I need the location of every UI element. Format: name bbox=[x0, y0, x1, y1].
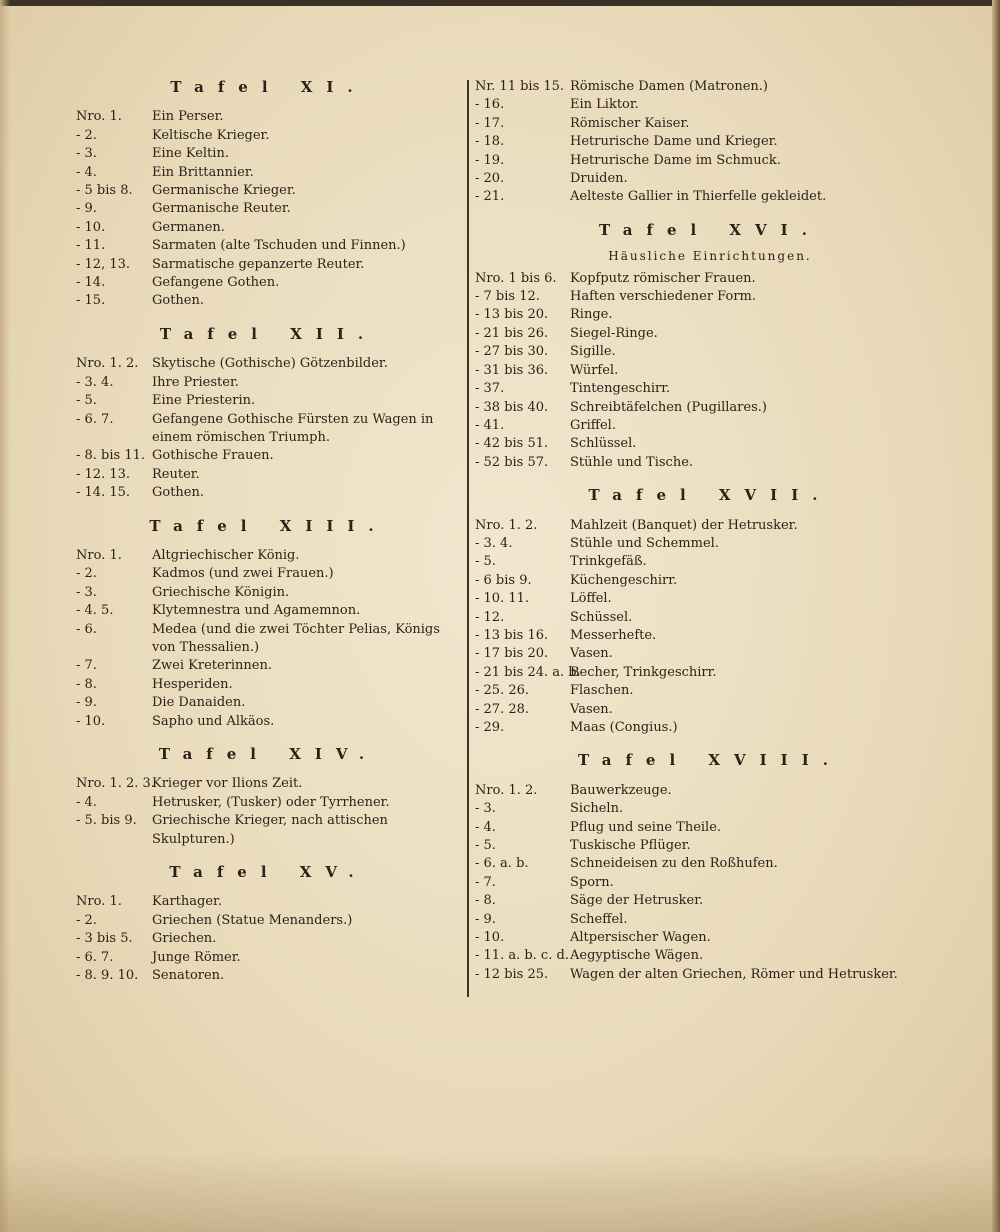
list-item bbox=[475, 306, 945, 324]
entry-number: - 5. bbox=[475, 838, 496, 854]
entry-number: - 13 bis 20. bbox=[475, 307, 549, 323]
entry-number: - 8. bbox=[475, 893, 496, 909]
entry-text: Tuskische Pflüger. bbox=[570, 838, 691, 854]
list-item bbox=[76, 237, 461, 255]
entry-text: Hetrurische Dame und Krieger. bbox=[570, 134, 778, 150]
entry-text: Zwei Kreterinnen. bbox=[152, 658, 272, 674]
entry-text: Hetrusker, (Tusker) oder Tyrrhener. bbox=[152, 794, 390, 810]
entry-text: Tintengeschirr. bbox=[570, 381, 671, 397]
entry-number: - 21 bis 26. bbox=[475, 325, 549, 341]
entry-number: - 13 bis 16. bbox=[475, 627, 549, 643]
list-item bbox=[475, 170, 945, 188]
entry-number: - 8. 9. 10. bbox=[76, 968, 139, 984]
list-item bbox=[76, 812, 461, 849]
entry-text: Kopfputz römischer Frauen. bbox=[570, 270, 756, 286]
list-item bbox=[76, 694, 461, 712]
entry-number: - 11. a. b. c. d. bbox=[475, 948, 569, 964]
entry-number: - 3. 4. bbox=[475, 535, 513, 551]
entry-text: Klytemnestra und Agamemnon. bbox=[152, 603, 361, 619]
entry-text: Medea (und die zwei Töchter Pelias, Königs von Thessalien.) bbox=[152, 621, 440, 655]
entry-text: Junge Römer. bbox=[152, 949, 241, 965]
column-divider bbox=[467, 80, 469, 997]
list-item bbox=[475, 966, 945, 984]
list-item bbox=[475, 417, 945, 435]
plate-heading: Tafel XI. bbox=[170, 78, 367, 96]
plate-heading: Tafel XV. bbox=[169, 863, 368, 882]
entry-number: - 2. bbox=[76, 127, 97, 143]
entry-text: Schüssel. bbox=[570, 609, 633, 625]
entry-text: Eine Priesterin. bbox=[152, 393, 256, 409]
list-item bbox=[76, 602, 461, 620]
list-item bbox=[475, 435, 945, 453]
entry-number: - 4. 5. bbox=[76, 603, 114, 619]
list-item bbox=[475, 819, 945, 837]
entry-number: - 4. bbox=[76, 164, 97, 180]
entry-text: Griffel. bbox=[570, 417, 616, 433]
entry-text: Eine Keltin. bbox=[152, 146, 229, 162]
entry-number: - 20. bbox=[475, 171, 505, 187]
entry-number: Nro. 1. bbox=[76, 894, 122, 910]
entry-number: - 2. bbox=[76, 566, 97, 582]
list-item bbox=[475, 535, 945, 553]
entry-text: Hesperiden. bbox=[152, 676, 233, 692]
entry-number: - 12, 13. bbox=[76, 256, 131, 272]
entry-number: - 4. bbox=[76, 794, 97, 810]
list-item bbox=[76, 466, 461, 484]
list-item bbox=[76, 547, 461, 565]
list-item bbox=[475, 682, 945, 700]
entry-number: - 7. bbox=[76, 658, 97, 674]
entry-text: Wagen der alten Griechen, Römer und Hetrusker. bbox=[570, 966, 898, 982]
entry-text: Skytische (Gothische) Götzenbilder. bbox=[152, 356, 388, 372]
list-item bbox=[475, 929, 945, 947]
entry-number: - 5 bis 8. bbox=[76, 183, 133, 199]
list-item bbox=[76, 930, 461, 948]
plate-heading: Tafel XVII. bbox=[588, 486, 832, 505]
page-left-edge bbox=[0, 0, 10, 1232]
entry-number: - 10. bbox=[76, 713, 106, 729]
entry-number: - 12. bbox=[475, 609, 505, 625]
list-item bbox=[76, 657, 461, 675]
entry-text: Stühle und Schemmel. bbox=[570, 535, 719, 551]
list-item bbox=[76, 676, 461, 694]
list-item bbox=[475, 782, 945, 800]
entry-text: Germanen. bbox=[152, 219, 225, 235]
list-item bbox=[475, 78, 945, 96]
list-item bbox=[475, 855, 945, 873]
list-item bbox=[76, 565, 461, 583]
entry-number: - 38 bis 40. bbox=[475, 399, 549, 415]
entry-number: - 3. bbox=[475, 801, 496, 817]
list-item bbox=[76, 274, 461, 292]
entry-number: - 17. bbox=[475, 115, 505, 131]
entry-number: - 41. bbox=[475, 417, 505, 433]
list-item bbox=[76, 392, 461, 410]
entry-text: Gefangene Gothen. bbox=[152, 275, 280, 291]
entry-text: Altpersischer Wagen. bbox=[570, 930, 711, 946]
list-item bbox=[76, 621, 461, 658]
list-item bbox=[475, 800, 945, 818]
list-item bbox=[475, 572, 945, 590]
entry-text: Schneideisen zu den Roßhufen. bbox=[570, 856, 778, 872]
entry-number: - 5. bbox=[76, 393, 97, 409]
entry-number: - 8. bbox=[76, 676, 97, 692]
entry-text: Schreibtäfelchen (Pugillares.) bbox=[570, 399, 767, 415]
entry-number: Nro. 1. 2. 3. bbox=[76, 776, 155, 792]
entry-number: - 7. bbox=[475, 874, 496, 890]
entry-text: Kadmos (und zwei Frauen.) bbox=[152, 566, 334, 582]
entry-text: Vasen. bbox=[570, 646, 613, 662]
entry-text: Altgriechischer König. bbox=[152, 547, 300, 563]
entry-number: - 21. bbox=[475, 189, 505, 205]
list-item bbox=[76, 967, 461, 985]
right-column bbox=[475, 78, 945, 984]
list-item bbox=[475, 188, 945, 206]
list-item bbox=[76, 713, 461, 731]
entry-text: Germanische Reuter. bbox=[152, 201, 291, 217]
entry-number: - 4. bbox=[475, 819, 496, 835]
list-item bbox=[475, 270, 945, 288]
entry-number: - 12. 13. bbox=[76, 466, 131, 482]
page-right-edge bbox=[992, 0, 1000, 1232]
entry-text: Druiden. bbox=[570, 171, 628, 187]
entry-number: - 14. bbox=[76, 275, 106, 291]
entry-number: - 5. bis 9. bbox=[76, 813, 137, 829]
entry-text: Flaschen. bbox=[570, 683, 634, 699]
entry-text: Sigille. bbox=[570, 344, 616, 360]
entry-text: Stühle und Tische. bbox=[570, 454, 694, 470]
entry-text: Sicheln. bbox=[570, 801, 624, 817]
list-item bbox=[76, 219, 461, 237]
entry-number: Nro. 1. 2. bbox=[475, 517, 538, 533]
entry-number: - 3 bis 5. bbox=[76, 931, 133, 947]
list-item bbox=[76, 108, 461, 126]
plate-heading: Tafel XII. bbox=[159, 324, 378, 343]
list-item bbox=[475, 399, 945, 417]
entry-text: Ringe. bbox=[570, 307, 613, 323]
entry-text: Keltische Krieger. bbox=[152, 127, 270, 143]
entry-text: Römischer Kaiser. bbox=[570, 115, 690, 131]
list-item bbox=[76, 145, 461, 163]
entry-text: Ihre Priester. bbox=[152, 374, 239, 390]
entry-text: Griechische Königin. bbox=[152, 584, 290, 600]
entry-number: - 19. bbox=[475, 152, 505, 168]
entry-number: Nro. 1. 2. bbox=[475, 782, 538, 798]
entry-number: - 21 bis 24. a. b. bbox=[475, 664, 581, 680]
entry-text: Griechen (Statue Menanders.) bbox=[152, 912, 353, 928]
entry-text: Ein Perser. bbox=[152, 109, 224, 125]
entry-text: Aelteste Gallier in Thierfelle gekleidet. bbox=[570, 189, 827, 205]
entry-text: Gothen. bbox=[152, 485, 205, 501]
list-item bbox=[475, 362, 945, 380]
list-item bbox=[475, 343, 945, 361]
entry-number: - 10. 11. bbox=[475, 591, 530, 607]
entry-text: Säge der Hetrusker. bbox=[570, 893, 704, 909]
list-item bbox=[76, 912, 461, 930]
entry-number: - 25. 26. bbox=[475, 683, 530, 699]
entry-text: Reuter. bbox=[152, 466, 200, 482]
entry-text: Griechen. bbox=[152, 931, 217, 947]
entry-text: Siegel-Ringe. bbox=[570, 325, 658, 341]
entry-text: Becher, Trinkgeschirr. bbox=[570, 664, 717, 680]
entry-number: - 9. bbox=[475, 911, 496, 927]
list-item bbox=[475, 911, 945, 929]
entry-number: - 52 bis 57. bbox=[475, 454, 549, 470]
entry-text: Trinkgefäß. bbox=[570, 554, 647, 570]
list-item bbox=[475, 133, 945, 151]
page-bottom-shade bbox=[0, 1152, 1000, 1232]
entry-number: Nro. 1. bbox=[76, 109, 122, 125]
list-item bbox=[475, 892, 945, 910]
list-item bbox=[475, 152, 945, 170]
entry-text: Senatoren. bbox=[152, 968, 225, 984]
entry-text: Würfel. bbox=[570, 362, 619, 378]
entry-text: Scheffel. bbox=[570, 911, 628, 927]
entry-number: - 16. bbox=[475, 97, 505, 113]
entry-text: Sarmatische gepanzerte Reuter. bbox=[152, 256, 365, 272]
entry-number: - 42 bis 51. bbox=[475, 436, 549, 452]
entry-text: Pflug und seine Theile. bbox=[570, 819, 722, 835]
entry-text: Messerhefte. bbox=[570, 627, 657, 643]
entry-text: Gefangene Gothische Fürsten zu Wagen in einem römischen Triumph. bbox=[152, 411, 434, 445]
entry-number: - 9. bbox=[76, 695, 97, 711]
entry-number: - 18. bbox=[475, 134, 505, 150]
list-item bbox=[475, 115, 945, 133]
entry-number: - 10. bbox=[475, 930, 505, 946]
entry-number: - 6. 7. bbox=[76, 411, 114, 427]
entry-text: Küchengeschirr. bbox=[570, 572, 678, 588]
entry-number: - 17 bis 20. bbox=[475, 646, 549, 662]
list-item bbox=[475, 96, 945, 114]
list-item bbox=[76, 127, 461, 145]
list-item bbox=[475, 627, 945, 645]
entry-text: Löffel. bbox=[570, 591, 612, 607]
entry-number: - 3. bbox=[76, 146, 97, 162]
entry-number: Nro. 1. bbox=[76, 547, 122, 563]
entry-text: Römische Damen (Matronen.) bbox=[570, 79, 768, 94]
entry-text: Bauwerkzeuge. bbox=[570, 782, 672, 798]
list-item bbox=[76, 949, 461, 967]
entry-number: - 29. bbox=[475, 720, 505, 735]
left-column bbox=[76, 78, 461, 985]
entry-number: Nro. 1. 2. bbox=[76, 356, 139, 372]
list-item bbox=[76, 164, 461, 182]
plate-heading: Tafel XIII. bbox=[149, 516, 388, 535]
entry-text: Mahlzeit (Banquet) der Hetrusker. bbox=[570, 517, 798, 533]
entry-number: - 3. bbox=[76, 584, 97, 600]
entry-text: Aegyptische Wägen. bbox=[570, 948, 704, 964]
entry-number: - 12 bis 25. bbox=[475, 966, 549, 982]
entry-text: Ein Liktor. bbox=[570, 97, 639, 113]
list-item bbox=[475, 325, 945, 343]
entry-text: Germanische Krieger. bbox=[152, 183, 296, 199]
entry-number: - 11. bbox=[76, 238, 106, 254]
list-item bbox=[76, 292, 461, 310]
entry-number: - 15. bbox=[76, 293, 106, 309]
list-item bbox=[475, 874, 945, 892]
entry-number: - 10. bbox=[76, 219, 106, 235]
list-item bbox=[475, 609, 945, 627]
entry-text: Die Danaiden. bbox=[152, 695, 246, 711]
entry-text: Sarmaten (alte Tschuden und Finnen.) bbox=[152, 238, 406, 254]
plate-heading: Tafel XVI. bbox=[599, 220, 821, 239]
entry-text: Gothen. bbox=[152, 293, 205, 309]
entry-number: Nro. 1 bis 6. bbox=[475, 270, 557, 286]
entry-number: - 27. 28. bbox=[475, 701, 530, 717]
list-item bbox=[76, 411, 461, 448]
entry-text: Karthager. bbox=[152, 894, 222, 910]
plate-heading: Tafel XIV. bbox=[158, 745, 379, 763]
entry-text: Haften verschiedener Form. bbox=[570, 289, 756, 305]
list-item bbox=[475, 645, 945, 663]
list-item bbox=[475, 701, 945, 719]
entry-text: Ein Brittannier. bbox=[152, 164, 254, 180]
list-item bbox=[76, 374, 461, 392]
entry-number: Nr. 11 bis 15. bbox=[475, 79, 565, 94]
entry-number: - 37. bbox=[475, 381, 505, 397]
entry-text: Griechische Krieger, nach attischen Skulpturen.) bbox=[152, 813, 388, 847]
list-item bbox=[475, 664, 945, 682]
entry-number: - 27 bis 30. bbox=[475, 344, 549, 360]
entry-number: - 31 bis 36. bbox=[475, 362, 549, 378]
entry-text: Sapho und Alkäos. bbox=[152, 713, 275, 729]
entry-text: Hetrurische Dame im Schmuck. bbox=[570, 152, 781, 168]
list-item bbox=[475, 517, 945, 535]
entry-number: - 6 bis 9. bbox=[475, 572, 532, 588]
entry-text: Gothische Frauen. bbox=[152, 448, 274, 464]
entry-number: - 8. bis 11. bbox=[76, 448, 146, 464]
list-item bbox=[475, 719, 945, 737]
list-item bbox=[475, 454, 945, 472]
list-item bbox=[475, 837, 945, 855]
list-item bbox=[475, 590, 945, 608]
entry-text: Sporn. bbox=[570, 874, 614, 890]
list-item bbox=[76, 584, 461, 602]
list-item bbox=[76, 355, 461, 373]
entry-number: - 5. bbox=[475, 554, 496, 570]
list-item bbox=[76, 775, 461, 793]
page-top-edge bbox=[0, 0, 1000, 6]
list-item bbox=[76, 794, 461, 812]
list-item bbox=[76, 200, 461, 218]
list-item bbox=[475, 553, 945, 571]
entry-text: Maas (Congius.) bbox=[570, 720, 678, 735]
list-item bbox=[76, 447, 461, 465]
entry-number: - 6. bbox=[76, 621, 97, 637]
entry-number: - 7 bis 12. bbox=[475, 289, 540, 305]
entry-text: Krieger vor Ilions Zeit. bbox=[152, 776, 303, 792]
plate-heading: Tafel XVIII. bbox=[578, 751, 842, 770]
entry-number: - 14. 15. bbox=[76, 485, 131, 501]
list-item bbox=[475, 947, 945, 965]
entry-number: - 6. a. b. bbox=[475, 856, 529, 872]
list-item bbox=[76, 893, 461, 911]
entry-number: - 6. 7. bbox=[76, 949, 114, 965]
plate-subheading: Häusliche Einrichtungen. bbox=[608, 249, 812, 264]
entry-number: - 9. bbox=[76, 201, 97, 217]
entry-number: - 2. bbox=[76, 912, 97, 928]
entry-text: Vasen. bbox=[570, 701, 613, 717]
entry-number: - 3. 4. bbox=[76, 374, 114, 390]
list-item bbox=[475, 380, 945, 398]
list-item bbox=[76, 182, 461, 200]
list-item bbox=[76, 484, 461, 502]
entry-text: Schlüssel. bbox=[570, 436, 637, 452]
list-item bbox=[475, 288, 945, 306]
list-item bbox=[76, 256, 461, 274]
